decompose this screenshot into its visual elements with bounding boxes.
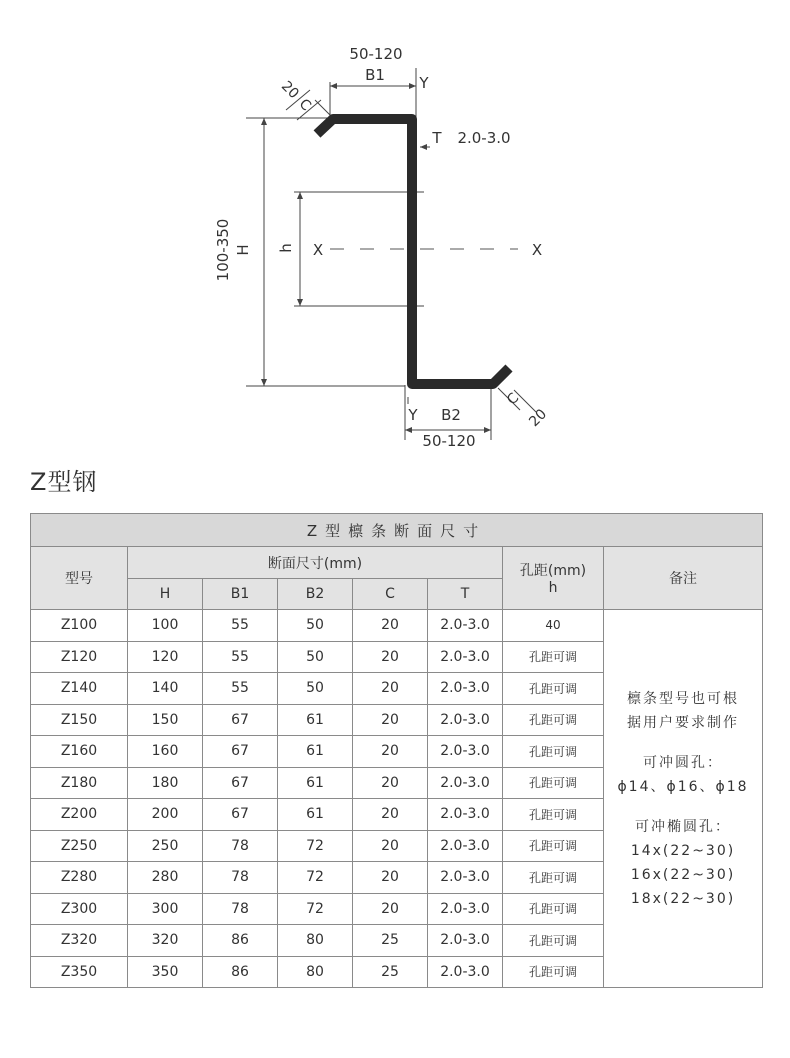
remarks-line6: 14x(22~30)	[630, 842, 736, 859]
cell-b2: 72	[278, 862, 353, 894]
remarks-line8: 18x(22~30)	[630, 890, 736, 907]
cell-h: 350	[128, 956, 203, 988]
cell-b2: 61	[278, 799, 353, 831]
remarks-line5: 可冲椭圆孔：	[635, 818, 732, 835]
cell-hole-pitch: 孔距可调	[503, 956, 604, 988]
remarks-line4: ϕ14、ϕ16、ϕ18	[617, 778, 749, 795]
cell-c: 20	[353, 736, 428, 768]
cell-b1: 67	[203, 736, 278, 768]
b1-label: B1	[365, 66, 385, 84]
cell-c: 20	[353, 799, 428, 831]
table-row	[31, 610, 763, 642]
cell-t: 2.0-3.0	[428, 956, 503, 988]
cell-hole-pitch: 孔距可调	[503, 673, 604, 705]
cell-t: 2.0-3.0	[428, 893, 503, 925]
cell-t: 2.0-3.0	[428, 704, 503, 736]
cell-model: Z300	[31, 893, 128, 925]
c-top-label: C	[295, 96, 314, 115]
cell-h: 250	[128, 830, 203, 862]
cell-b1: 86	[203, 925, 278, 957]
header-col-b1: B1	[203, 579, 278, 610]
cell-model: Z280	[31, 862, 128, 894]
cell-b1: 55	[203, 641, 278, 673]
cell-b2: 80	[278, 925, 353, 957]
cell-c: 20	[353, 610, 428, 642]
header-hole-pitch-label: 孔距(mm)	[519, 563, 587, 579]
cell-c: 20	[353, 767, 428, 799]
cell-h: 140	[128, 673, 203, 705]
cell-b2: 50	[278, 673, 353, 705]
cell-model: Z150	[31, 704, 128, 736]
header-hole-pitch-sub: h	[548, 580, 558, 596]
cell-h: 150	[128, 704, 203, 736]
remarks-line2: 据用户要求制作	[627, 714, 740, 731]
cell-hole-pitch: 孔距可调	[503, 862, 604, 894]
cell-hole-pitch: 孔距可调	[503, 799, 604, 831]
cell-t: 2.0-3.0	[428, 862, 503, 894]
cell-hole-pitch: 孔距可调	[503, 767, 604, 799]
table-caption: Z型檩条断面尺寸	[31, 514, 763, 547]
cell-h: 200	[128, 799, 203, 831]
z-profile-shape	[317, 119, 509, 384]
cell-model: Z120	[31, 641, 128, 673]
header-section-size: 断面尺寸(mm)	[128, 547, 503, 579]
remarks-line7: 16x(22~30)	[630, 866, 736, 883]
cell-b1: 78	[203, 893, 278, 925]
cell-c: 20	[353, 862, 428, 894]
c-top-value-label: 20	[277, 78, 302, 103]
cell-t: 2.0-3.0	[428, 673, 503, 705]
b2-label: B2	[441, 406, 461, 424]
cell-t: 2.0-3.0	[428, 736, 503, 768]
x-axis-left-label: X	[312, 241, 324, 259]
header-remarks: 备注	[604, 547, 763, 610]
cell-h: 120	[128, 641, 203, 673]
cell-t: 2.0-3.0	[428, 830, 503, 862]
cell-b1: 67	[203, 767, 278, 799]
cell-model: Z350	[31, 956, 128, 988]
purlin-spec-table	[30, 513, 763, 988]
b1-range-label: 50-120	[349, 45, 403, 63]
remarks-spacer	[604, 799, 762, 815]
header-col-h: H	[128, 579, 203, 610]
header-hole-pitch	[503, 547, 604, 610]
cell-hole-pitch: 孔距可调	[503, 736, 604, 768]
cell-h: 180	[128, 767, 203, 799]
cell-c: 20	[353, 830, 428, 862]
cell-model: Z100	[31, 610, 128, 642]
cell-h: 100	[128, 610, 203, 642]
cell-b1: 78	[203, 830, 278, 862]
cell-b1: 67	[203, 799, 278, 831]
cell-b2: 61	[278, 736, 353, 768]
cell-c: 20	[353, 893, 428, 925]
remarks-spacer	[604, 735, 762, 751]
cell-c: 25	[353, 925, 428, 957]
cell-h: 160	[128, 736, 203, 768]
y-axis-bottom-label: Y	[408, 406, 418, 424]
cell-b1: 78	[203, 862, 278, 894]
cell-b2: 50	[278, 641, 353, 673]
header-col-b2: B2	[278, 579, 353, 610]
cell-b2: 61	[278, 767, 353, 799]
t-label: T	[432, 129, 442, 147]
c-bottom-value-label: 20	[526, 406, 551, 431]
header-col-c: C	[353, 579, 428, 610]
remarks-line1: 檩条型号也可根	[627, 690, 740, 707]
cell-b1: 55	[203, 673, 278, 705]
cell-t: 2.0-3.0	[428, 767, 503, 799]
cell-h: 300	[128, 893, 203, 925]
cell-c: 20	[353, 673, 428, 705]
cell-hole-pitch: 孔距可调	[503, 925, 604, 957]
cell-model: Z250	[31, 830, 128, 862]
cell-b1: 67	[203, 704, 278, 736]
cell-b2: 72	[278, 830, 353, 862]
cell-model: Z160	[31, 736, 128, 768]
cell-hole-pitch: 孔距可调	[503, 641, 604, 673]
cell-model: Z320	[31, 925, 128, 957]
remarks-line3: 可冲圆孔：	[643, 754, 724, 771]
b2-range-label: 50-120	[422, 432, 476, 450]
cell-b1: 86	[203, 956, 278, 988]
section-title: Z型钢	[30, 468, 98, 496]
cell-hole-pitch: 孔距可调	[503, 830, 604, 862]
h-range-label: 100-350	[214, 218, 232, 282]
cell-b2: 80	[278, 956, 353, 988]
cell-hole-pitch: 孔距可调	[503, 893, 604, 925]
z-section-diagram	[0, 0, 790, 455]
y-axis-top-label: Y	[419, 74, 429, 92]
hole-h-label: h	[277, 243, 295, 253]
header-model: 型号	[31, 547, 128, 610]
cell-h: 280	[128, 862, 203, 894]
h-dimension-label: H	[234, 244, 252, 256]
t-range-label: 2.0-3.0	[457, 129, 511, 147]
cell-b2: 50	[278, 610, 353, 642]
cell-t: 2.0-3.0	[428, 799, 503, 831]
cell-model: Z180	[31, 767, 128, 799]
cell-model: Z200	[31, 799, 128, 831]
cell-c: 20	[353, 641, 428, 673]
cell-b2: 61	[278, 704, 353, 736]
cell-hole-pitch: 孔距可调	[503, 704, 604, 736]
c-bottom-label: C	[504, 390, 523, 409]
x-axis-right-label: X	[531, 241, 543, 259]
cell-b1: 55	[203, 610, 278, 642]
cell-t: 2.0-3.0	[428, 610, 503, 642]
cell-t: 2.0-3.0	[428, 641, 503, 673]
cell-hole-pitch: 40	[503, 610, 604, 642]
cell-c: 25	[353, 956, 428, 988]
header-col-t: T	[428, 579, 503, 610]
cell-c: 20	[353, 704, 428, 736]
cell-t: 2.0-3.0	[428, 925, 503, 957]
cell-model: Z140	[31, 673, 128, 705]
cell-b2: 72	[278, 893, 353, 925]
cell-h: 320	[128, 925, 203, 957]
remarks-cell	[604, 610, 763, 988]
